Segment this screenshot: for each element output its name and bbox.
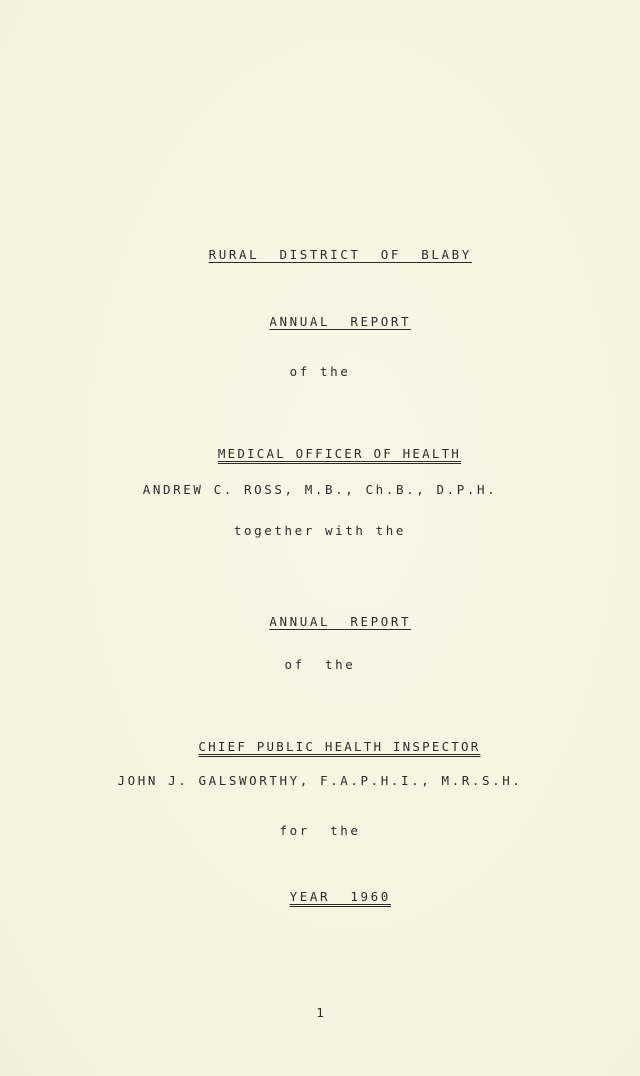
page-number: 1: [316, 1005, 324, 1020]
year-heading: YEAR 1960: [289, 889, 391, 904]
officer-name: ANDREW C. ROSS, M.B., Ch.B., D.P.H.: [142, 482, 498, 497]
report-heading-2: ANNUAL REPORT: [269, 614, 412, 629]
district-heading: RURAL DISTRICT OF BLABY: [208, 247, 472, 262]
together-with-line: together with the: [233, 523, 407, 538]
for-the-line: for the: [279, 823, 361, 838]
of-the-line-2: of the: [284, 657, 356, 672]
inspector-name: JOHN J. GALSWORTHY, F.A.P.H.I., M.R.S.H.: [117, 773, 523, 788]
inspector-title: CHIEF PUBLIC HEALTH INSPECTOR: [198, 739, 481, 754]
of-the-line-1: of the: [289, 364, 351, 379]
report-heading-1: ANNUAL REPORT: [269, 314, 412, 329]
officer-title: MEDICAL OFFICER OF HEALTH: [217, 446, 462, 461]
